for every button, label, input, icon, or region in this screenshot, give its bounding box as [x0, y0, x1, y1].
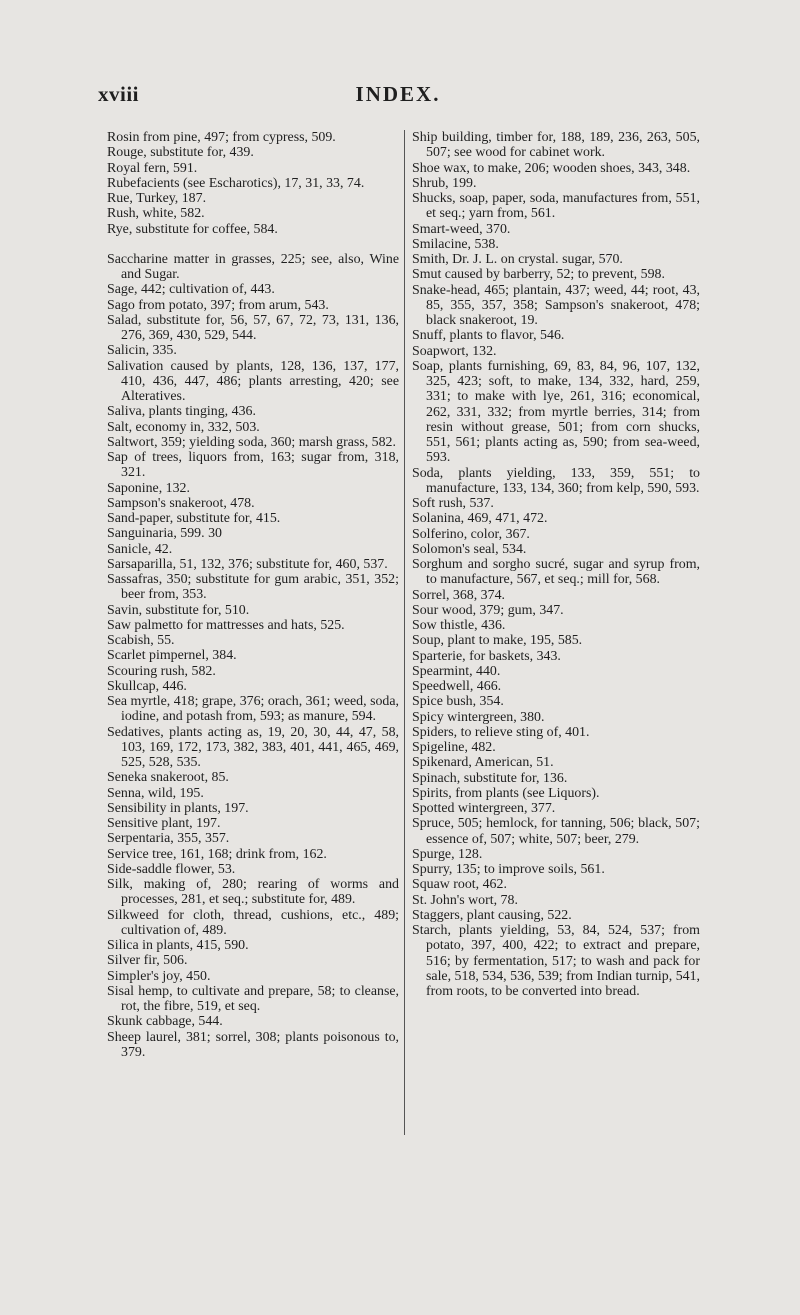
- index-entry: Skunk cabbage, 544.: [107, 1014, 223, 1030]
- index-entry: Snake-head, 465; plantain, 437; weed, 44; root, 43, 85, 355, 357, 358; Sampson's snakeroot, 478; black snakeroot, 19.: [412, 282, 700, 328]
- index-entry: Solferino, color, 367.: [412, 526, 530, 542]
- index-entry: Sassafras, 350; substitute for gum arabic, 351, 352; beer from, 353.: [107, 572, 399, 603]
- index-entry: Silica in plants, 415, 590.: [107, 938, 249, 953]
- index-entry: Salivation caused by plants, 128, 136, 137, 177, 410, 436, 447, 486; plants arresting, 420; see Alteratives.: [107, 358, 399, 404]
- index-entry: Spirits, from plants (see Liquors).: [412, 785, 600, 801]
- index-entry: Ship building, timber for, 188, 189, 236, 263, 505, 507; see wood for cabinet work.: [412, 130, 700, 161]
- section-gap: [107, 237, 399, 252]
- index-entry: Smith, Dr. J. L. on crystal. sugar, 570.: [412, 252, 623, 267]
- index-entry: Sea myrtle, 418; grape, 376; orach, 361; weed, soda, iodine, and potash from, 593; as manure, 594.: [107, 694, 400, 725]
- column-divider: [404, 130, 405, 1135]
- index-entry: Soft rush, 537.: [412, 496, 494, 511]
- index-entry: Spurry, 135; to improve soils, 561.: [412, 862, 605, 877]
- index-entry: Saw palmetto for mattresses and hats, 525.: [107, 617, 345, 633]
- index-entry: Snuff, plants to flavor, 546.: [412, 328, 565, 344]
- index-entry: Spurge, 128.: [412, 846, 483, 862]
- index-entry: Serpentaria, 355, 357.: [107, 831, 230, 847]
- index-entry: Smilacine, 538.: [412, 236, 499, 252]
- index-entry: Saliva, plants tinging, 436.: [107, 404, 256, 420]
- index-entry: Spikenard, American, 51.: [412, 755, 554, 771]
- index-entry: Silk, making of, 280; rearing of worms and processes, 281, et seq.; substitute for, 489.: [107, 877, 399, 908]
- index-entry: Sheep laurel, 381; sorrel, 308; plants poisonous to, 379.: [107, 1029, 399, 1060]
- index-entry: Rouge, substitute for, 439.: [107, 145, 254, 161]
- index-entry: Solanina, 469, 471, 472.: [412, 511, 548, 527]
- index-entry: Sarsaparilla, 51, 132, 376; substitute for, 460, 537.: [107, 556, 388, 572]
- index-entry: Shucks, soap, paper, soda, manufactures from, 551, et seq.; yarn from, 561.: [412, 191, 700, 222]
- index-entry: Sisal hemp, to cultivate and prepare, 58; to cleanse, rot, the fibre, 519, et seq.: [107, 983, 399, 1014]
- index-entry: Saltwort, 359; yielding soda, 360; marsh grass, 582.: [107, 434, 396, 450]
- index-entry: Sanicle, 42.: [107, 541, 173, 557]
- index-entry: Sorghum and sorgho sucré, sugar and syrup from, to manufacture, 567, et seq.; mill for, 568.: [412, 557, 700, 588]
- index-entry: Spotted wintergreen, 377.: [412, 801, 556, 816]
- index-entry: Soapwort, 132.: [412, 343, 497, 359]
- index-entry: Salad, substitute for, 56, 57, 67, 72, 73, 131, 136, 276, 369, 430, 529, 544.: [107, 312, 399, 343]
- index-entry: Shrub, 199.: [412, 175, 477, 191]
- index-entry: Spiders, to relieve sting of, 401.: [412, 724, 590, 740]
- index-entry: Rosin from pine, 497; from cypress, 509.: [107, 130, 336, 145]
- index-entry: Smut caused by barberry, 52; to prevent, 598.: [412, 267, 665, 283]
- index-entry: Starch, plants yielding, 53, 84, 524, 537; from potato, 397, 400, 422; to extract and prepare, 516; by fermentation, 517; to wash and pack for sale, 518, 534, 536, 539; from Indian turnip, 541, from roots, to be converted into bread.: [412, 923, 700, 999]
- index-entry: Spigeline, 482.: [412, 740, 496, 755]
- index-entry: Skullcap, 446.: [107, 678, 187, 694]
- index-entry: Soap, plants furnishing, 69, 83, 84, 96, 107, 132, 325, 423; soft, to make, 134, 332, hard, 259, 331; to make with lye, 261, 316; economical, 262, 331, 332; from myrtle berries, 314; from resin without grease, 501; from corn shucks, 551, 561; plants acting as, 590; from sea-weed, 593.: [412, 358, 700, 466]
- index-entry: Saccharine matter in grasses, 225; see, also, Wine and Sugar.: [107, 251, 399, 282]
- index-entry: Spinach, substitute for, 136.: [412, 770, 568, 786]
- index-entry: Salicin, 335.: [107, 343, 177, 359]
- index-entry: Scarlet pimpernel, 384.: [107, 648, 237, 664]
- index-entry: Sanguinaria, 599. 30: [107, 526, 222, 542]
- index-entry: Sampson's snakeroot, 478.: [107, 495, 255, 511]
- index-entry: Squaw root, 462.: [412, 877, 507, 893]
- index-entry: Rubefacients (see Escharotics), 17, 31, 33, 74.: [107, 175, 365, 191]
- page-header: [98, 82, 698, 106]
- index-entry: Scabish, 55.: [107, 633, 175, 648]
- index-entry: Service tree, 161, 168; drink from, 162.: [107, 846, 327, 862]
- index-entry: Sensibility in plants, 197.: [107, 800, 249, 816]
- index-entry: Silkweed for cloth, thread, cushions, etc., 489; cultivation of, 489.: [107, 907, 399, 938]
- index-entry: St. John's wort, 78.: [412, 892, 518, 908]
- index-entry: Rush, white, 582.: [107, 206, 205, 222]
- index-entry: Side-saddle flower, 53.: [107, 861, 236, 877]
- index-entry: Soda, plants yielding, 133, 359, 551; to manufacture, 133, 134, 360; from kelp, 590, 593.: [412, 465, 700, 496]
- index-entry: Sparterie, for baskets, 343.: [412, 648, 561, 664]
- index-entry: Sap of trees, liquors from, 163; sugar from, 318, 321.: [107, 450, 399, 481]
- index-entry: Saponine, 132.: [107, 480, 190, 496]
- index-entry: Sage, 442; cultivation of, 443.: [107, 282, 275, 298]
- index-entry: Staggers, plant causing, 522.: [412, 907, 572, 923]
- index-entry: Royal fern, 591.: [107, 160, 198, 176]
- index-entry: Senna, wild, 195.: [107, 785, 204, 801]
- index-entry: Sedatives, plants acting as, 19, 20, 30, 44, 47, 58, 103, 169, 172, 173, 382, 383, 401, 441, 465, 469, 525, 528, 535.: [107, 724, 399, 770]
- index-entry: Sour wood, 379; gum, 347.: [412, 602, 564, 618]
- index-entry: Sand-paper, substitute for, 415.: [107, 511, 281, 526]
- index-entry: Rue, Turkey, 187.: [107, 191, 207, 206]
- index-entry: Spruce, 505; hemlock, for tanning, 506; black, 507; essence of, 507; white, 507; beer, 279.: [412, 816, 700, 847]
- index-entry: Salt, economy in, 332, 503.: [107, 419, 260, 435]
- index-entry: Soup, plant to make, 195, 585.: [412, 633, 583, 649]
- index-column-right: [412, 130, 700, 999]
- index-entry: Spice bush, 354.: [412, 694, 504, 710]
- page-title: INDEX.: [355, 82, 441, 106]
- index-entry: Savin, substitute for, 510.: [107, 602, 250, 618]
- index-entry: Scouring rush, 582.: [107, 663, 216, 679]
- index-entry: Sorrel, 368, 374.: [412, 587, 505, 603]
- index-entry: Shoe wax, to make, 206; wooden shoes, 343, 348.: [412, 160, 691, 176]
- index-column-left: [107, 130, 399, 1060]
- index-entry: Sow thistle, 436.: [412, 618, 506, 633]
- index-entry: Speedwell, 466.: [412, 679, 502, 694]
- index-entry: Simpler's joy, 450.: [107, 968, 211, 984]
- index-entry: Solomon's seal, 534.: [412, 541, 527, 557]
- index-entry: Seneka snakeroot, 85.: [107, 770, 229, 786]
- page-number: xviii: [98, 82, 140, 106]
- index-entry: Silver fir, 506.: [107, 953, 188, 969]
- index-entry: Smart-weed, 370.: [412, 221, 511, 237]
- index-entry: Spearmint, 440.: [412, 663, 501, 679]
- index-entry: Sensitive plant, 197.: [107, 816, 221, 831]
- index-entry: Rye, substitute for coffee, 584.: [107, 221, 278, 237]
- index-entry: Sago from potato, 397; from arum, 543.: [107, 297, 329, 313]
- index-entry: Spicy wintergreen, 380.: [412, 709, 545, 725]
